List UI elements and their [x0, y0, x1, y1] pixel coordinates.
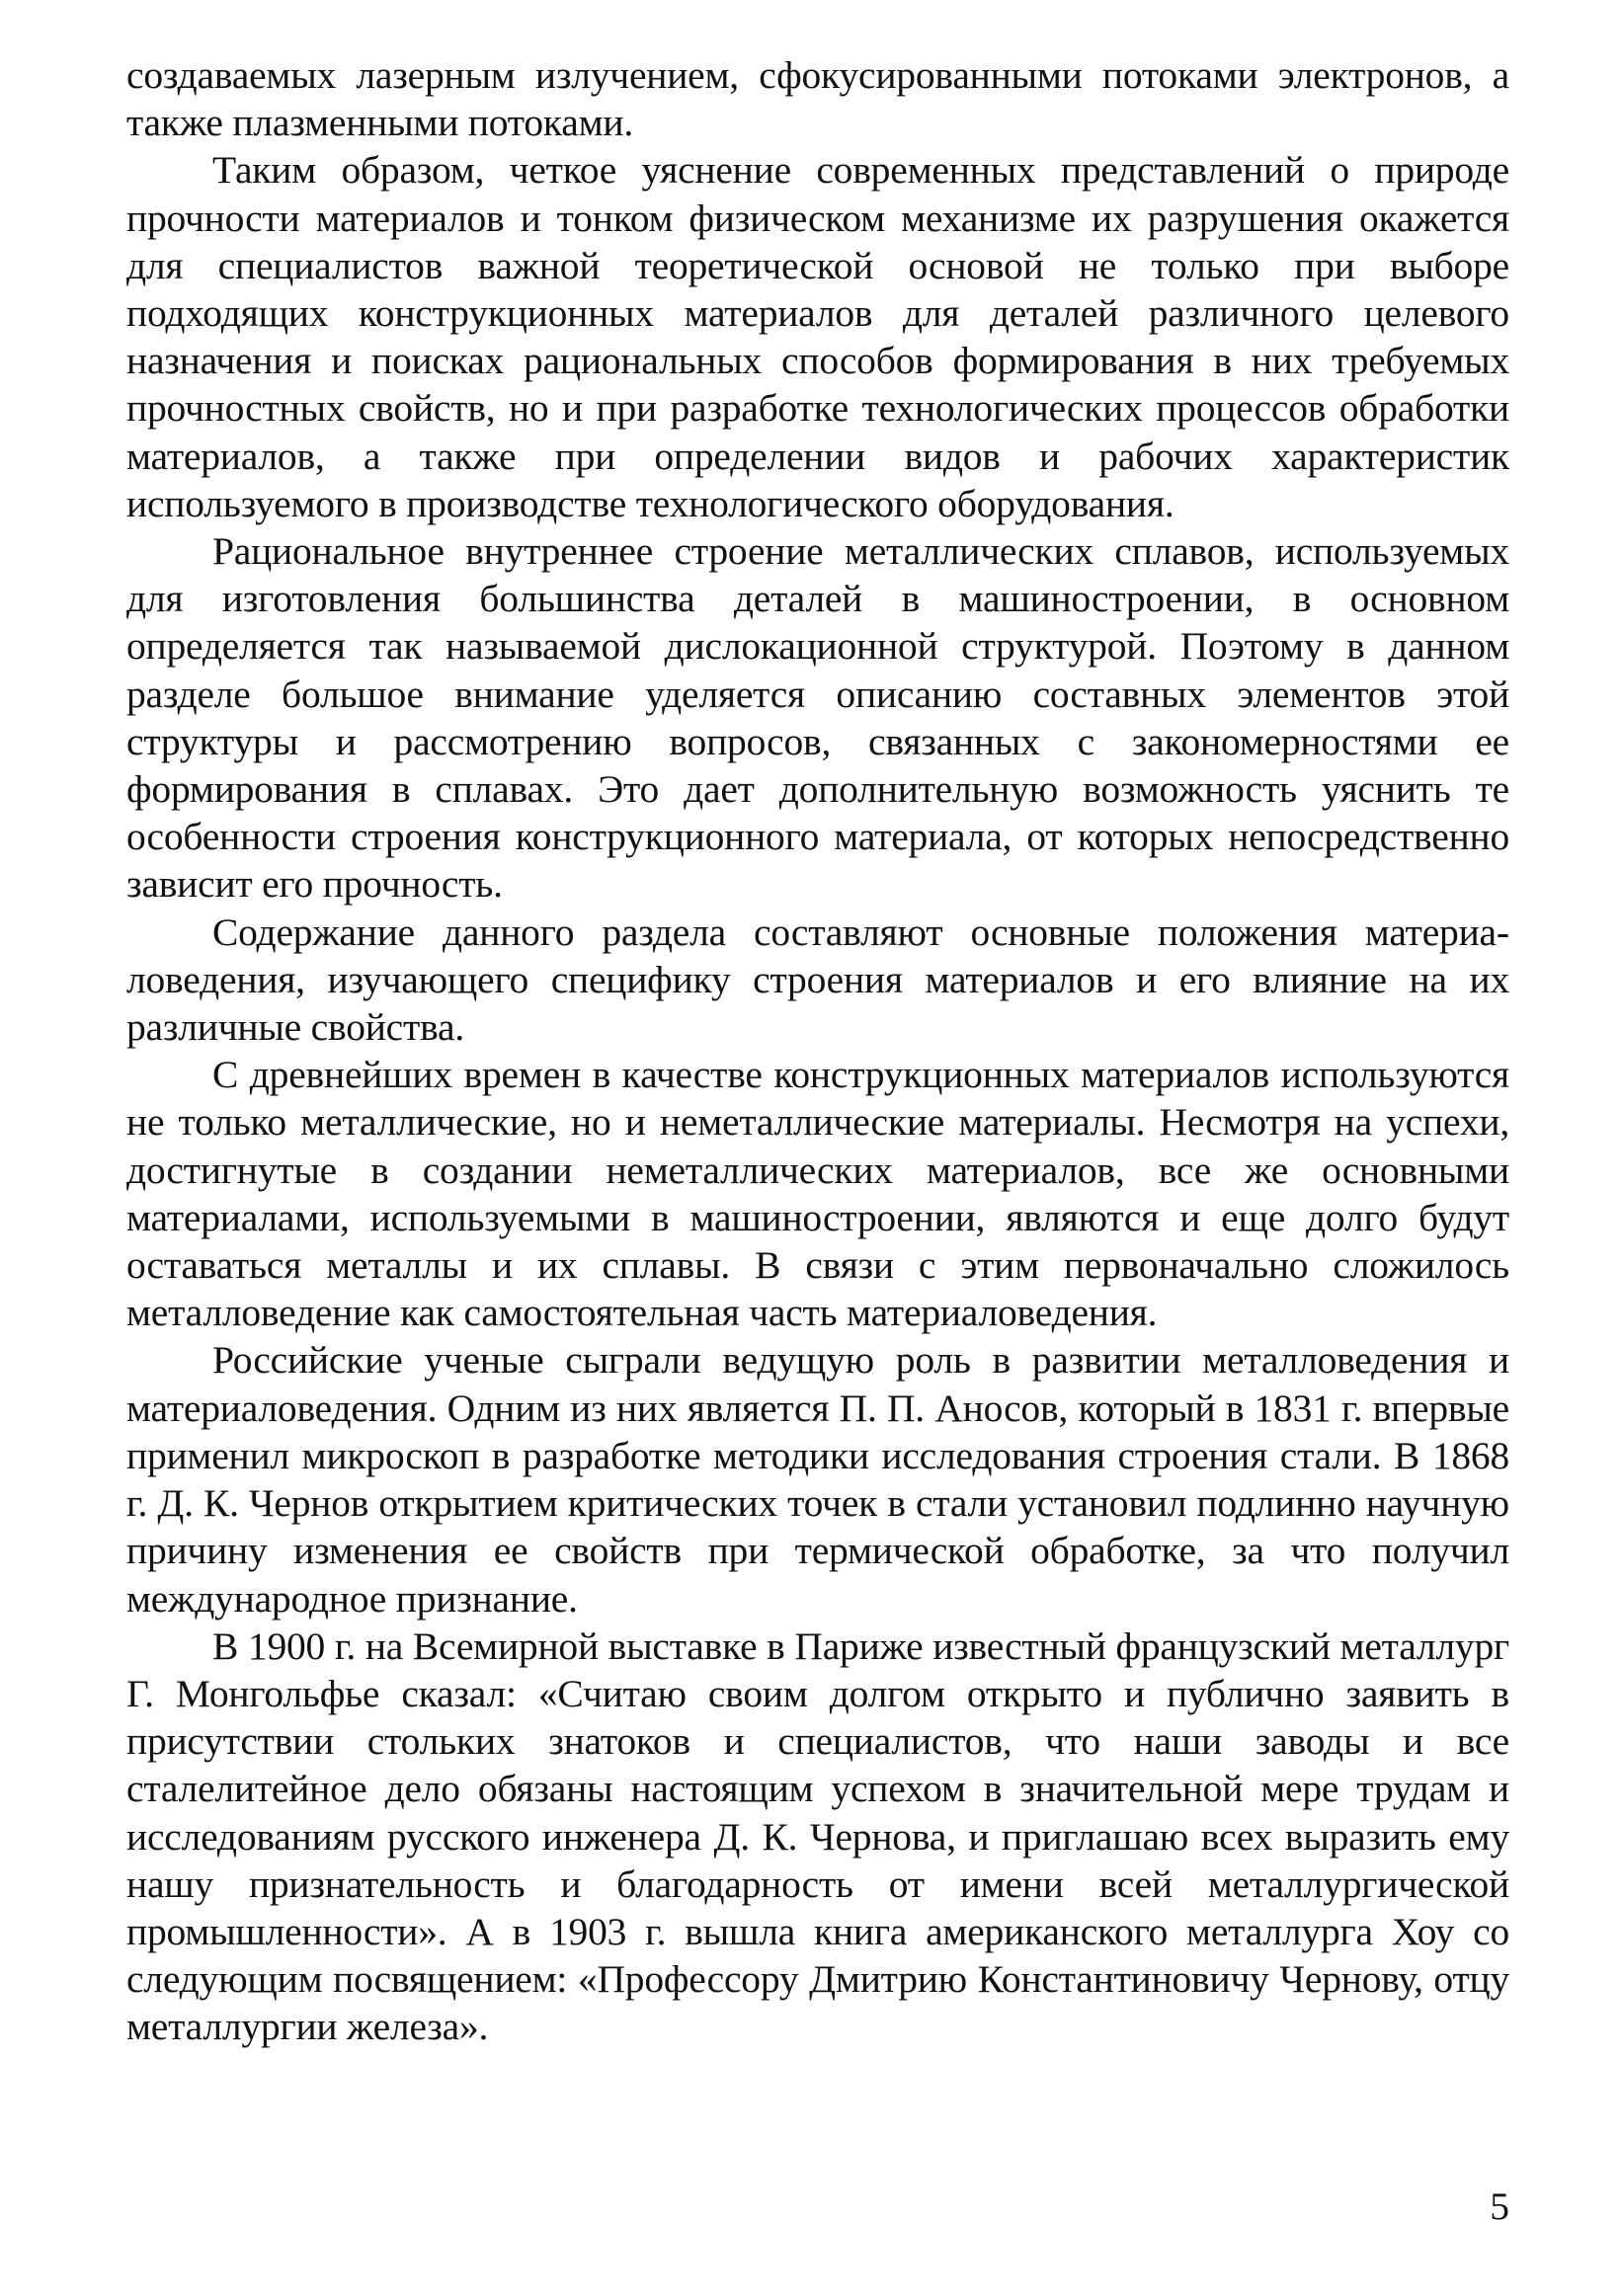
paragraph-1: создаваемых лазерным излучением, сфокусированными потоками электронов, а также плазменными потоками.	[126, 53, 1509, 145]
paragraph-4: Содержание данного раздела составляют основные положения материаловедения, изучающего специфику строения материалов и его влияние на их различные свойства.	[126, 910, 1509, 1050]
paragraph-7: В 1900 г. на Всемирной выставке в Париже известный французский металлург Г. Монгольфье сказал: «Считаю своим долгом открыто и публично заявить в присутствии стольких знатоков и специалистов, что наши заводы и все сталелитейное дело обязаны настоящим успехом в значительной мере трудам и исследованиям русского инженера Д. К. Чернова, и приглашаю всех выразить ему нашу признательность и благодарность от имени всей металлургической промышленности». А в 1903 г. вышла книга американского металлурга Хоу со следующим посвящением: «Профессору Дмитрию Константиновичу Чернову, отцу металлургии железа».	[126, 1623, 1509, 2049]
paragraph-3: Рациональное внутреннее строение металлических сплавов, используемых для изготовления большинства деталей в машиностроении, в основном определяется так называемой дислокационной структурой. Поэтому в данном разделе большое внимание уделяется описанию составных элементов этой структуры и рассмотрению вопросов, связанных с закономерностями ее формирования в сплавах. Это дает дополнительную возможность уяснить те особенности строения конструкционного материала, от которых непосредственно зависит его прочность.	[126, 529, 1509, 907]
body-text	[126, 51, 1509, 2051]
paragraph-6: Российские ученые сыграли ведущую роль в развитии металловедения и материаловедения. Одним из них является П. П. Аносов, который в 1831 г. впервые применил микроскоп в разработке методики исследования строения стали. В 1868 г. Д. К. Чернов открытием критических точек в стали установил подлинно научную причину изменения ее свойств при термической обработке, за что получил международное признание.	[126, 1338, 1509, 1621]
paragraph-5: С древнейших времен в качестве конструкционных материалов используются не только металлические, но и неметаллические материалы. Несмотря на успехи, достигнутые в создании неметаллических материалов, все же основными материалами, используемыми в машиностроении, являются и еще долго будут оставаться металлы и их сплавы. В связи с этим первоначально сложилось металловедение как самостоятельная часть материаловедения.	[126, 1053, 1509, 1335]
page-number: 5	[1490, 2184, 1509, 2228]
paragraph-2: Таким образом, четкое уяснение современных представлений о природе прочности материалов и тонком физическом механизме их разрушения окажется для специалистов важной теоретической основой не только при выборе подходящих конструкционных материалов для деталей различного целевого назначения и поисках рациональных способов формирования в них требуемых прочностных свойств, но и при разработке технологических процессов обработки материалов, а также при определении видов и рабочих характеристик используемого в производстве технологического оборудования.	[126, 148, 1509, 525]
